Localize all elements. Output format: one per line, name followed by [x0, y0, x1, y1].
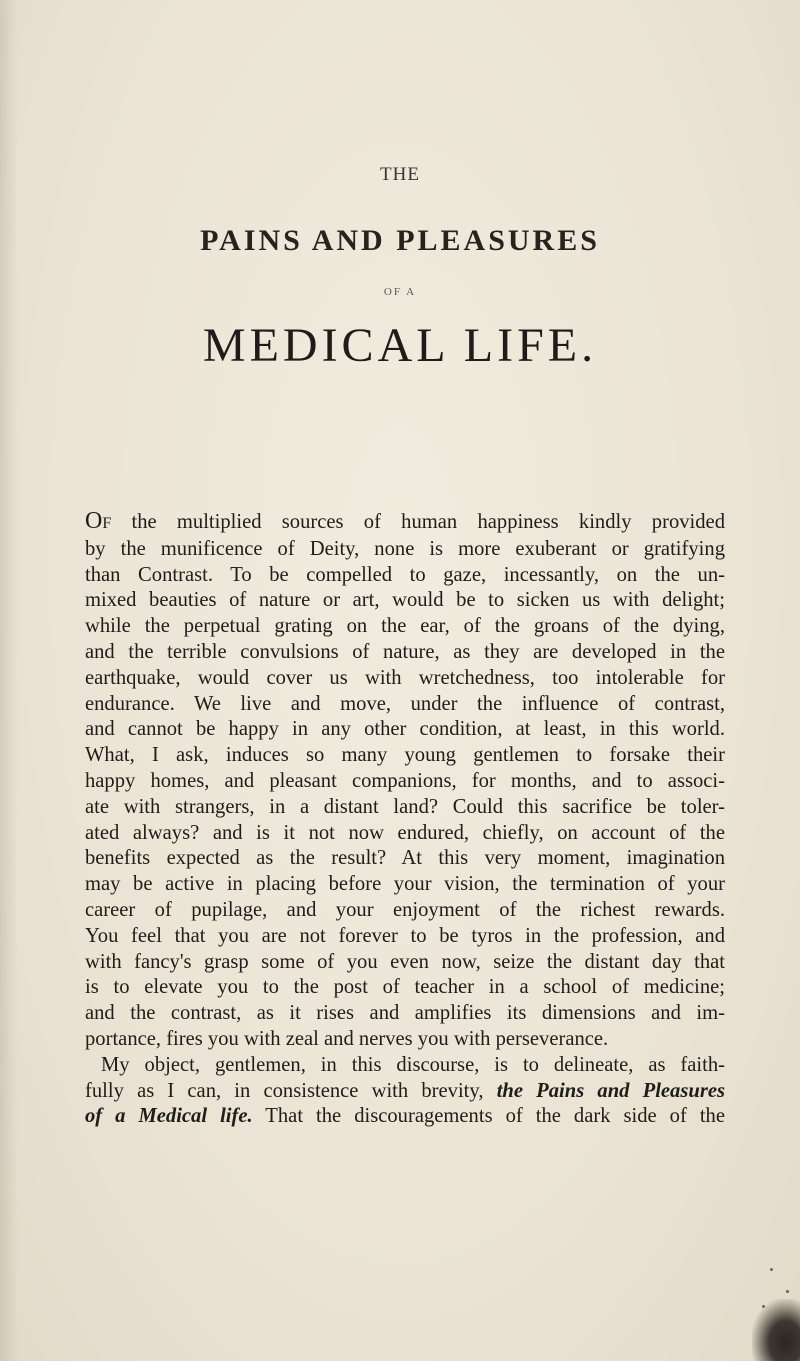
body-line-21: portance, fires you with zeal and nerves you with perseverance.: [85, 1027, 609, 1050]
body-line-12: ate with strangers, in a distant land? Could this sacrifice be toler-: [85, 795, 725, 818]
body-line-text: the multiplied sources of human happiness kindly provided: [111, 511, 725, 533]
title-the: THE: [380, 164, 420, 185]
body-line-19: is to elevate you to the post of teacher in a school of medicine;: [85, 976, 725, 999]
body-line-13: ated always? and is it not now endured, chiefly, on account of the: [85, 821, 725, 844]
body-line-17: You feel that you are not forever to be tyros in the profession, and: [85, 924, 725, 947]
title-of-a: OF A: [383, 286, 417, 298]
italic-phrase-1: the Pains and Pleasures: [496, 1079, 725, 1102]
body-line-4: mixed beauties of nature or art, would be to sicken us with delight;: [85, 589, 725, 612]
body-line-7: earthquake, would cover us with wretchedness, too intolerable for: [85, 666, 725, 689]
body-line-text: That the discouragements of the dark side of the: [252, 1105, 725, 1128]
body-line-5: while the perpetual grating on the ear, of the groans of the dying,: [85, 615, 725, 638]
body-line-6: and the terrible convulsions of nature, as they are developed in the: [85, 640, 725, 663]
body-line-18: with fancy's grasp some of you even now, seize the distant day that: [85, 950, 725, 973]
body-line-10: What, I ask, induces so many young gentlemen to forsake their: [85, 744, 725, 767]
title-subject: MEDICAL LIFE.: [202, 319, 598, 372]
body-line-3: than Contrast. To be compelled to gaze, incessantly, on the un-: [85, 563, 725, 586]
drop-initial: O: [85, 508, 103, 534]
ink-speck: [770, 1268, 773, 1271]
body-line-2: by the munificence of Deity, none is more exuberant or gratifying: [85, 537, 725, 560]
body-line-15: may be active in placing before your vision, the termination of your: [85, 873, 725, 896]
body-line-23: [85, 1079, 725, 1105]
title-main: PAINS AND PLEASURES: [200, 224, 600, 257]
body-line-11: happy homes, and pleasant companions, for months, and to associ-: [85, 769, 725, 792]
body-line-text: fully as I can, in consistence with brevity,: [85, 1079, 497, 1102]
body-text: [85, 509, 725, 1130]
gutter-shadow: [0, 0, 18, 1361]
page-corner-stain: [752, 1299, 800, 1361]
body-line-20: and the contrast, as it rises and amplifies its dimensions and im-: [85, 1002, 725, 1025]
body-line-22: My object, gentlemen, in this discourse, is to delineate, as faith-: [101, 1053, 725, 1076]
italic-phrase-2: of a Medical life.: [85, 1105, 253, 1128]
ink-speck: [786, 1290, 789, 1293]
first-word-rest: F: [102, 515, 112, 532]
body-line-1: [85, 509, 725, 537]
body-line-8: endurance. We live and move, under the influence of contrast,: [85, 692, 725, 715]
body-line-24: [85, 1104, 725, 1130]
body-line-14: benefits expected as the result? At this very moment, imagination: [85, 847, 725, 870]
body-line-9: and cannot be happy in any other condition, at least, in this world.: [85, 718, 725, 741]
body-line-16: career of pupilage, and your enjoyment of the richest rewards.: [85, 898, 725, 921]
ink-speck: [762, 1305, 765, 1308]
